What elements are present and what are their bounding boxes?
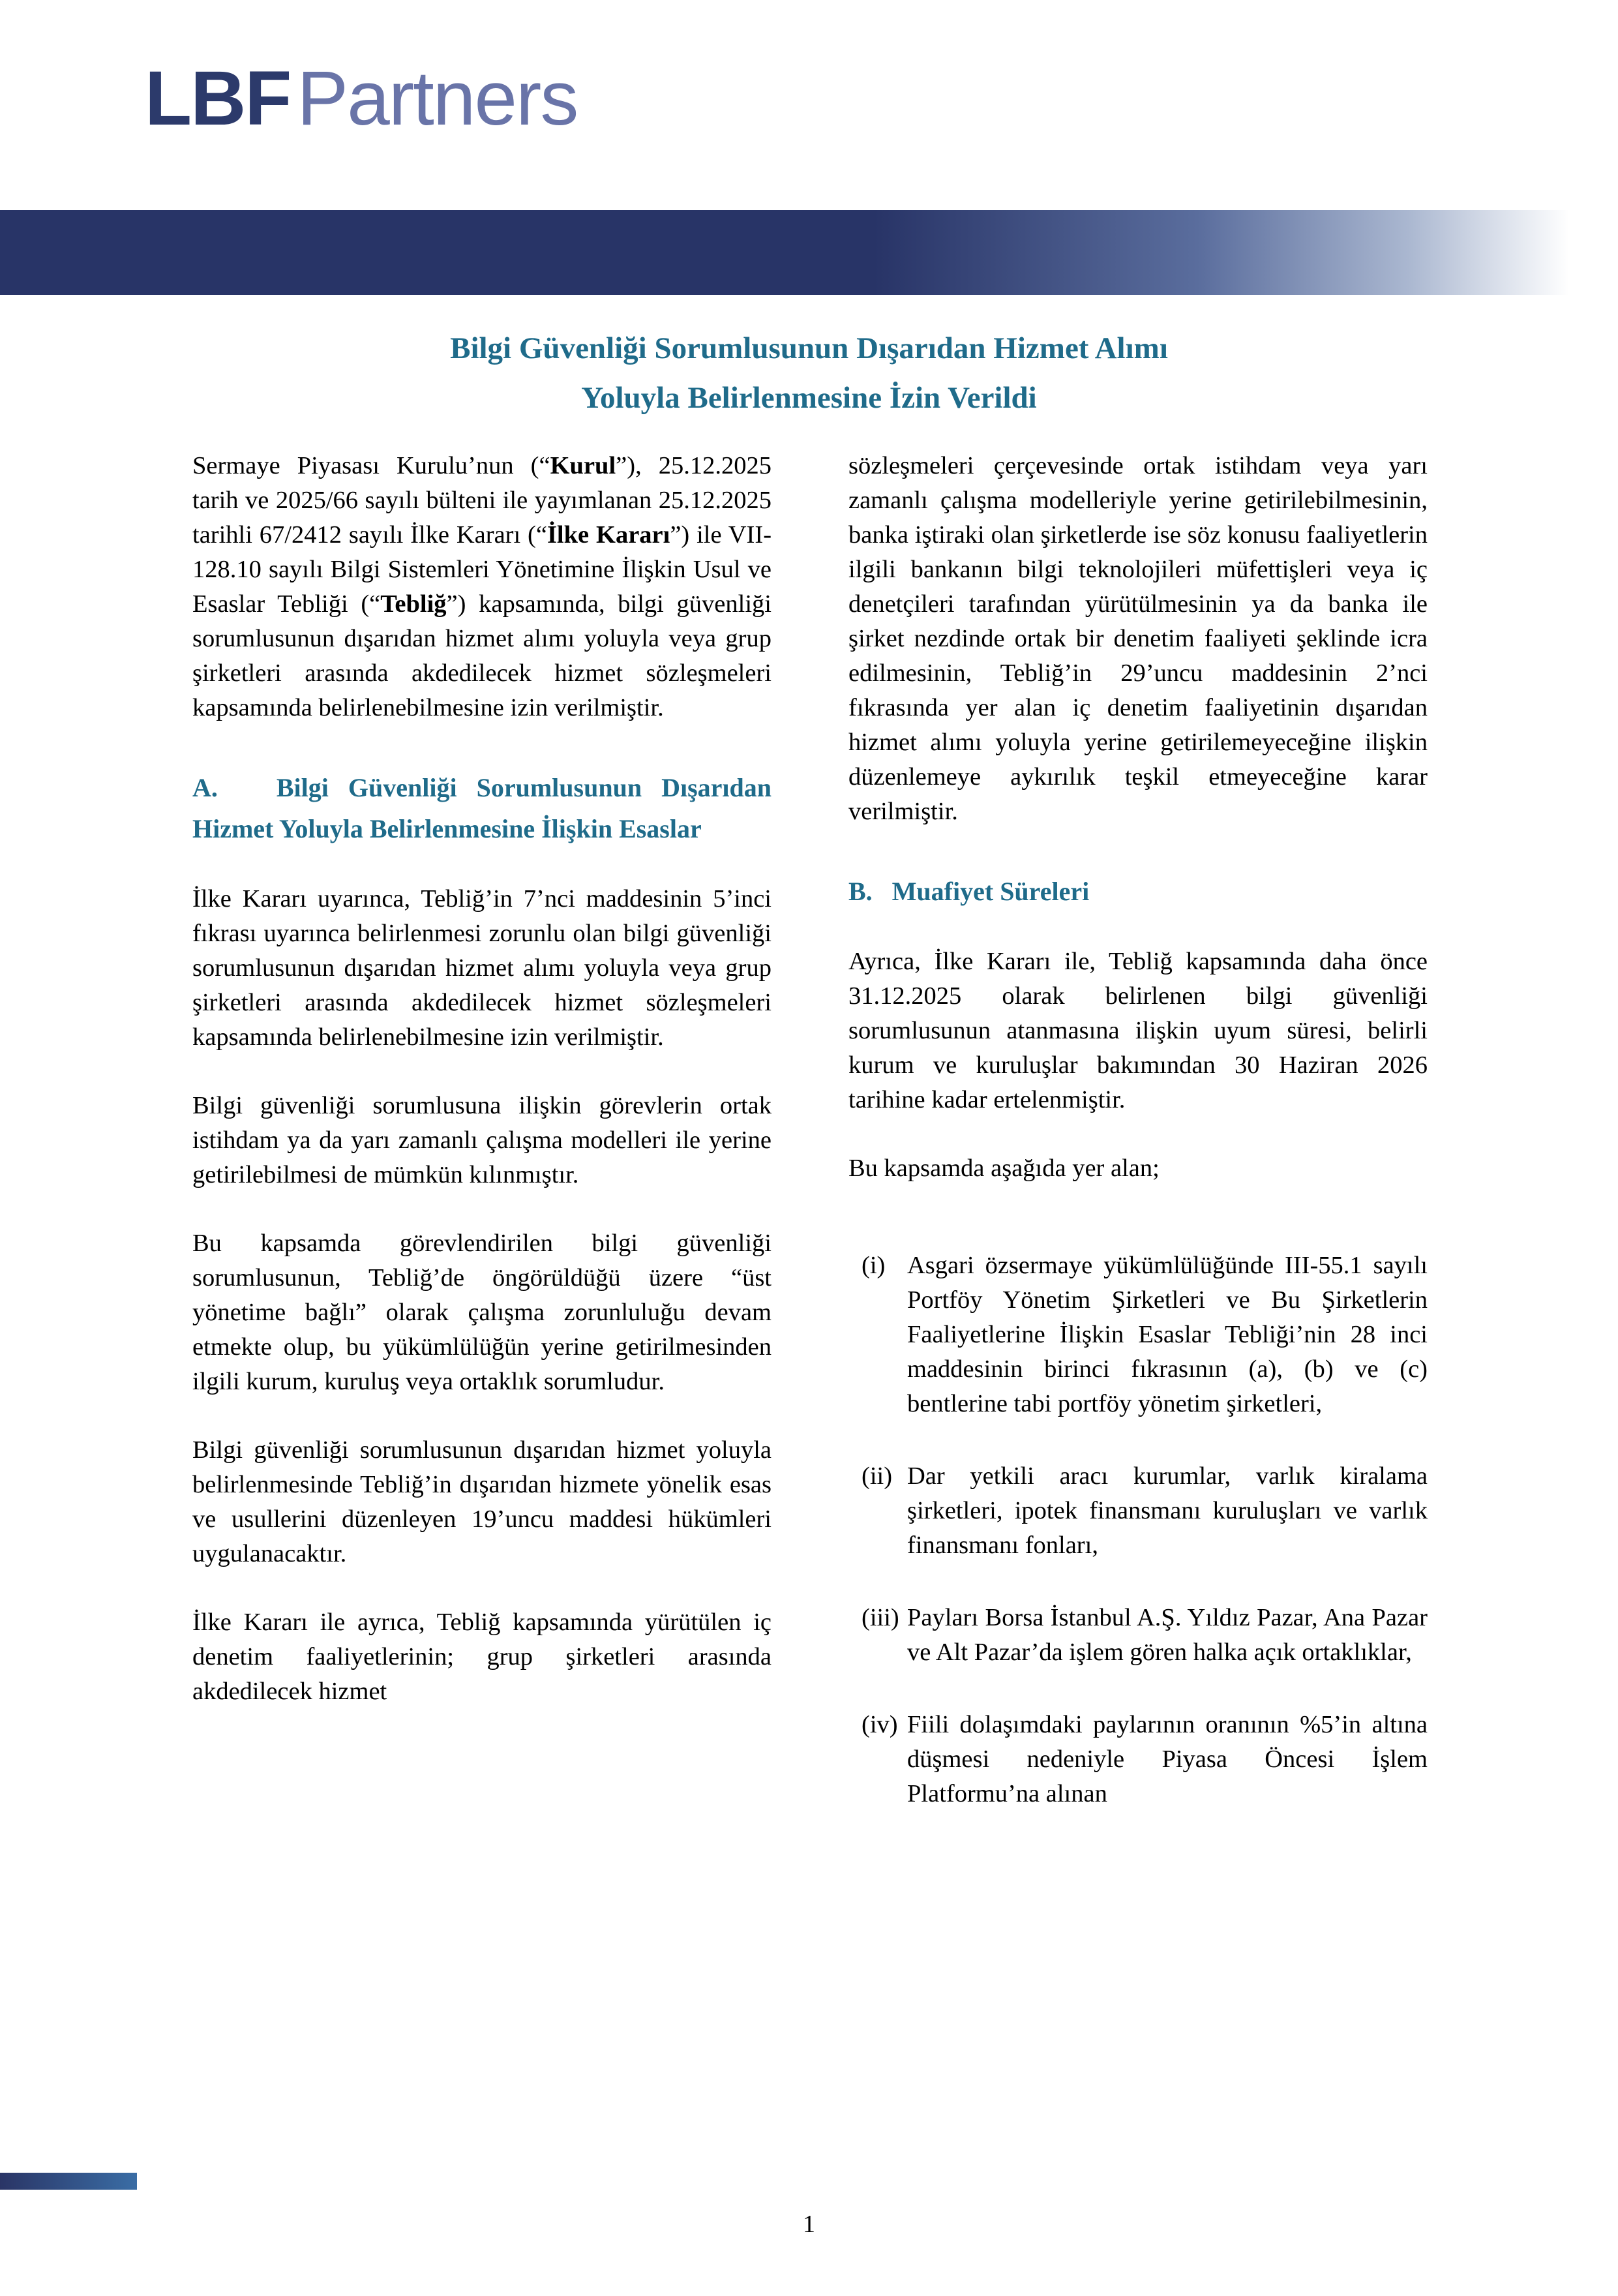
paragraph	[192, 1226, 772, 1399]
text-run: B. Muafiyet Süreleri	[848, 877, 1090, 906]
bold-term: İlke Kararı	[547, 521, 670, 549]
text-run: İlke Kararı uyarınca, Tebliğ’in 7’nci maddesinin 5’inci fıkrası uyarınca belirlenmesi zorunlu olan bilgi güvenliği sorumlusunun dışarıdan hizmet alımı yoluyla veya grup şirketleri arasında akdedilecek hizmet sözleşmeleri kapsamında belirlenebilmesine izin verilmiştir.	[192, 885, 772, 1051]
list-item	[848, 1248, 1428, 1421]
text-run: Dar yetkili aracı kurumlar, varlık kiralama şirketleri, ipotek finansmanı kuruluşları ve varlık finansmanı fonları,	[907, 1462, 1428, 1559]
logo-lbf-text: LBF	[145, 55, 291, 142]
paragraph	[848, 449, 1428, 829]
text-run: Bu kapsamda aşağıda yer alan;	[848, 1155, 1160, 1182]
list-marker: (iv)	[861, 1711, 898, 1738]
text-run: A. Bilgi Güvenliği Sorumlusunun Dışarıdan Hizmet Yoluyla Belirlenmesine İlişkin Esaslar	[192, 773, 772, 843]
text-run: ”), 25.12.2025 tarih ve 2025/66 sayılı bülteni ile yayımlanan 25.12.2025 tarihli 67/2412 sayılı İlke Kararı (“	[192, 452, 772, 549]
text-run: Sermaye Piyasası Kurulu’nun (“	[192, 452, 550, 479]
right-column	[848, 449, 1428, 1849]
list-marker: (iii)	[861, 1604, 899, 1631]
document-title-line2: Yoluyla Belirlenmesine İzin Verildi	[581, 381, 1037, 415]
paragraph	[192, 882, 772, 1055]
lbf-partners-logo	[145, 55, 578, 142]
text-run: Bu kapsamda görevlendirilen bilgi güvenliği sorumlusunun, Tebliğ’de öngörüldüğü üzere “üst yönetime bağlı” olarak çalışma zorunluluğu devam etmekte olup, bu yükümlülüğün yerine getirilmesinden ilgili kurum, kuruluş veya ortaklık sorumludur.	[192, 1230, 772, 1395]
paragraph	[848, 1151, 1428, 1186]
footer-gradient-bar	[0, 2173, 137, 2190]
paragraph	[848, 944, 1428, 1117]
list-item	[848, 1708, 1428, 1811]
left-column	[192, 449, 772, 1849]
text-run: Ayrıca, İlke Kararı ile, Tebliğ kapsamında daha önce 31.12.2025 olarak belirlenen bilgi güvenliği sorumlusunun atanmasına ilişkin uyum süresi, belirli kurum ve kuruluşlar bakımından 30 Haziran 2026 tarihine kadar ertelenmiştir.	[848, 948, 1428, 1113]
paragraph	[192, 1433, 772, 1571]
section-heading	[192, 767, 772, 849]
list-item	[848, 1459, 1428, 1563]
list-marker: (i)	[861, 1252, 886, 1279]
document-title-line1: Bilgi Güvenliği Sorumlusunun Dışarıdan Hizmet Alımı	[450, 331, 1168, 365]
text-run: Fiili dolaşımdaki paylarının oranının %5’in altına düşmesi nedeniyle Piyasa Öncesi İşlem Platformu’na alınan	[907, 1711, 1428, 1807]
text-run: sözleşmeleri çerçevesinde ortak istihdam veya yarı zamanlı çalışma modelleriyle yerine getirilebilmesinin, banka iştiraki olan şirketlerde ise söz konusu faaliyetlerin ilgili bankanın bilgi teknolojileri müfettişleri veya iç denetçileri tarafından yürütülmesinin ya da banka ile şirket nezdinde ortak bir denetim faaliyeti şeklinde icra edilmesinin, Tebliğ’in 29’uncu maddesinin 2’nci fıkrasında yer alan iç denetim faaliyetinin dışarıdan hizmet alımı yoluyla yerine getirilemeyeceğine ilişkin düzenlemeye aykırılık teşkil etmeyeceğine karar verilmiştir.	[848, 452, 1428, 825]
text-run: İlke Kararı ile ayrıca, Tebliğ kapsamında yürütülen iç denetim faaliyetlerinin; grup şirketleri arasında akdedilecek hizmet	[192, 1609, 772, 1705]
text-run: Asgari özsermaye yükümlülüğünde III-55.1 sayılı Portföy Yönetim Şirketleri ve Bu Şirketlerin Faaliyetlerine İlişkin Esaslar Tebliği’nin 28 inci maddesinin birinci fıkrasının (a), (b) ve (c) bentlerine tabi portföy yönetim şirketleri,	[907, 1252, 1428, 1417]
paragraph	[192, 1605, 772, 1709]
header-gradient-banner	[0, 210, 1618, 295]
section-heading	[848, 871, 1428, 912]
logo-partners-text: Partners	[297, 55, 578, 142]
bold-term: Kurul	[550, 452, 616, 479]
page-number: 1	[803, 2211, 815, 2238]
text-run: ”) ile VII-128.10 sayılı Bilgi Sistemleri Yönetimine İlişkin Usul ve Esaslar Tebliği (“	[192, 521, 772, 618]
list-item	[848, 1601, 1428, 1670]
paragraph	[192, 449, 772, 725]
text-run: Bilgi güvenliği sorumlusuna ilişkin görevlerin ortak istihdam ya da yarı zamanlı çalışma modelleri ile yerine getirilebilmesi de mümkün kılınmıştır.	[192, 1092, 772, 1188]
paragraph	[192, 1089, 772, 1192]
document-title	[0, 324, 1618, 423]
text-run: ”) kapsamında, bilgi güvenliği sorumlusunun dışarıdan hizmet alımı yoluyla veya grup şirketleri arasında akdedilecek hizmet sözleşmeleri kapsamında belirlenebilmesine izin verilmiştir.	[192, 590, 772, 721]
two-column-body	[192, 449, 1428, 1849]
bold-term: Tebliğ	[380, 590, 447, 618]
list-marker: (ii)	[861, 1462, 893, 1490]
text-run: Bilgi güvenliği sorumlusunun dışarıdan hizmet yoluyla belirlenmesinde Tebliğ’in dışarıdan hizmete yönelik esas ve usullerini düzenleyen 19’uncu maddesi hükümleri uygulanacaktır.	[192, 1436, 772, 1567]
text-run: Payları Borsa İstanbul A.Ş. Yıldız Pazar, Ana Pazar ve Alt Pazar’da işlem gören halka açık ortaklıklar,	[907, 1604, 1428, 1666]
